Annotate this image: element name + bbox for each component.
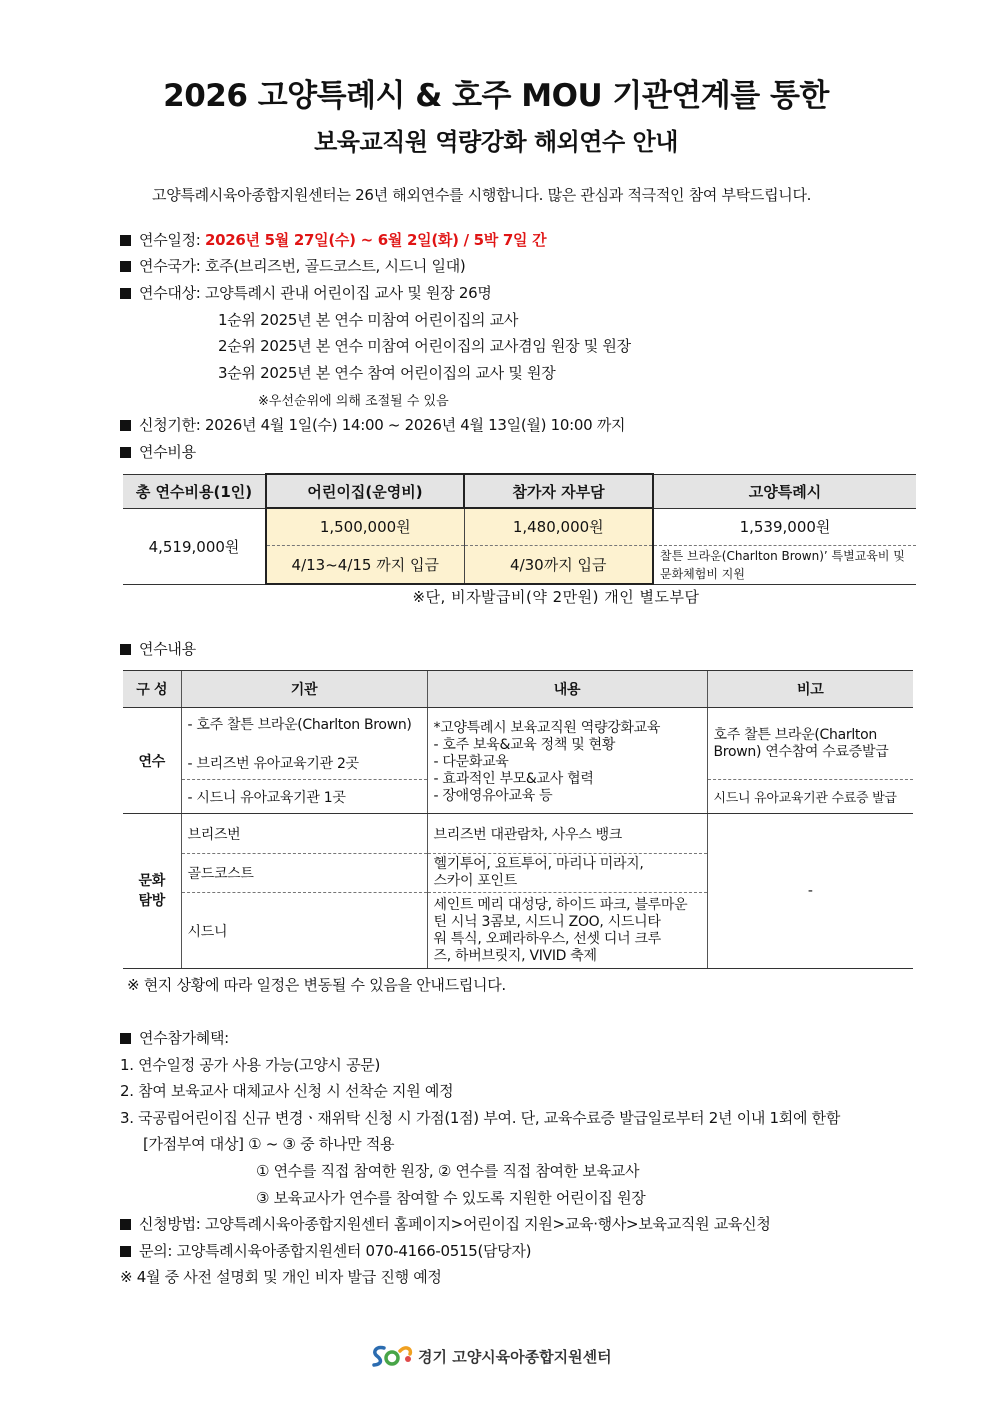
document-title: 2026 고양특례시 & 호주 MOU 기관연계를 통한 — [163, 78, 829, 114]
square-bullet-icon — [120, 420, 131, 431]
culture-city-1: 브리즈번 — [181, 814, 427, 854]
training-label: 연수 — [123, 708, 181, 814]
bonus-1: ① 연수를 직접 참여한 원장, ② 연수를 직접 참여한 보육교사 — [256, 1162, 640, 1180]
training-inst-3: - 시드니 유아교육기관 1곳 — [181, 780, 427, 814]
cost-city-note: 찰튼 브라운(Charlton Brown)’ 특별교육비 및 문화체험비 지원 — [653, 545, 916, 584]
square-bullet-icon — [120, 1033, 131, 1044]
culture-city-3-content: 세인트 메리 대성당, 하이드 파크, 블루마운 틴 시닉 3콤보, 시드니 ZOO, 시드니타 워 특식, 오페라하우스, 선셋 디너 크루 즈, 하버브릿지, VIVID 축제 — [427, 893, 707, 969]
priority-1: 1순위 2025년 본 연수 미참여 어린이집의 교사 — [218, 311, 519, 329]
content-header-content: 내용 — [427, 671, 707, 708]
square-bullet-icon — [120, 288, 131, 299]
cost-center-due: 4/13~4/15 까지 입금 — [266, 545, 464, 584]
center-logo-icon — [370, 1343, 414, 1369]
content-header-type: 구 성 — [123, 671, 181, 708]
cost-self-due: 4/30까지 입금 — [464, 545, 653, 584]
culture-label: 문화 탐방 — [123, 814, 181, 969]
benefit-3: 3. 국공립어린이집 신규 변경ㆍ재위탁 신청 시 가점(1점) 부여. 단, 교육수료증 발급일로부터 2년 이내 1회에 한함 — [120, 1109, 841, 1127]
intro-text: 고양특례시육아종합지원센터는 26년 해외연수를 시행합니다. 많은 관심과 적극적인 참여 부탁드립니다. — [152, 186, 812, 204]
cost-total: 4,519,000원 — [123, 508, 266, 584]
cost-table — [123, 473, 916, 585]
local-note: ※ 현지 상황에 따라 일정은 변동될 수 있음을 안내드립니다. — [127, 976, 506, 994]
content-label: 연수내용 — [120, 638, 196, 659]
content-header-inst: 기관 — [181, 671, 427, 708]
cost-city: 1,539,000원 — [653, 508, 916, 545]
target-line: 연수대상: 고양특례시 관내 어린이집 교사 및 원장 26명 — [120, 282, 492, 303]
cost-header-center: 어린이집(운영비) — [266, 474, 464, 508]
training-note-2: 시드니 유아교육기관 수료증 발급 — [707, 780, 913, 814]
benefits-label: 연수참가혜택: — [120, 1027, 229, 1048]
square-bullet-icon — [120, 1219, 131, 1230]
schedule-line: 연수일정: 2026년 5월 27일(수) ~ 6월 2일(화) / 5박 7일 간 — [120, 229, 546, 250]
square-bullet-icon — [120, 1246, 131, 1257]
square-bullet-icon — [120, 447, 131, 458]
final-note: ※ 4월 중 사전 설명회 및 개인 비자 발급 진행 예정 — [120, 1268, 442, 1286]
square-bullet-icon — [120, 261, 131, 272]
training-contents: *고양특례시 보육교직원 역량강화교육 - 호주 보육&교육 정책 및 현황 - 다문화교육 - 효과적인 부모&교사 협력 - 장애영유아교육 등 — [427, 708, 707, 814]
training-inst-1: - 호주 찰튼 브라운(Charlton Brown) — [181, 708, 427, 745]
cost-header-total: 총 연수비용(1인) — [123, 474, 266, 508]
apply-line: 신청방법: 고양특례시육아종합지원센터 홈페이지>어린이집 지원>교육·행사>보육교직원 교육신청 — [120, 1213, 771, 1234]
priority-note: ※우선순위에 의해 조절될 수 있음 — [258, 394, 449, 409]
deadline-line: 신청기한: 2026년 4월 1일(수) 14:00 ~ 2026년 4월 13일(월) 10:00 까지 — [120, 414, 625, 435]
bonus-2: ③ 보육교사가 연수를 참여할 수 있도록 지원한 어린이집 원장 — [256, 1189, 646, 1207]
cost-header-self: 참가자 자부담 — [464, 474, 653, 508]
schedule-value: 2026년 5월 27일(수) ~ 6월 2일(화) / 5박 7일 간 — [204, 231, 547, 249]
footer-logo — [370, 1343, 612, 1369]
cost-center: 1,500,000원 — [266, 508, 464, 545]
training-note-1: 호주 찰튼 브라운(Charlton Brown) 연수참여 수료증발급 — [707, 708, 913, 780]
culture-note: - — [707, 814, 913, 969]
culture-city-2-content: 헬기투어, 요트투어, 마리나 미라지, 스카이 포인트 — [427, 854, 707, 893]
content-header-note: 비고 — [707, 671, 913, 708]
culture-city-1-content: 브리즈번 대관람차, 사우스 뱅크 — [427, 814, 707, 854]
benefit-2: 2. 참여 보육교사 대체교사 신청 시 선착순 지원 예정 — [120, 1082, 454, 1100]
document-subtitle: 보육교직원 역량강화 해외연수 안내 — [314, 128, 678, 156]
contact-line: 문의: 고양특례시육아종합지원센터 070-4166-0515(담당자) — [120, 1240, 531, 1261]
square-bullet-icon — [120, 235, 131, 246]
training-inst-2: - 브리즈번 유아교육기관 2곳 — [181, 745, 427, 780]
cost-self: 1,480,000원 — [464, 508, 653, 545]
culture-city-3: 시드니 — [181, 893, 427, 969]
content-table — [123, 670, 913, 969]
priority-3: 3순위 2025년 본 연수 참여 어린이집의 교사 및 원장 — [218, 364, 556, 382]
country-line: 연수국가: 호주(브리즈번, 골드코스트, 시드니 일대) — [120, 255, 465, 276]
cost-header-city: 고양특례시 — [653, 474, 916, 508]
benefit-1: 1. 연수일정 공가 사용 가능(고양시 공문) — [120, 1056, 381, 1074]
visa-note: ※단, 비자발급비(약 2만원) 개인 별도부담 — [412, 588, 700, 606]
square-bullet-icon — [120, 644, 131, 655]
culture-city-2: 골드코스트 — [181, 854, 427, 893]
footer-logo-text: 경기 고양시육아종합지원센터 — [418, 1347, 612, 1366]
bonus-target: [가점부여 대상] ① ~ ③ 중 하나만 적용 — [143, 1135, 395, 1153]
priority-2: 2순위 2025년 본 연수 미참여 어린이집의 교사겸임 원장 및 원장 — [218, 337, 631, 355]
cost-label: 연수비용 — [120, 441, 196, 462]
